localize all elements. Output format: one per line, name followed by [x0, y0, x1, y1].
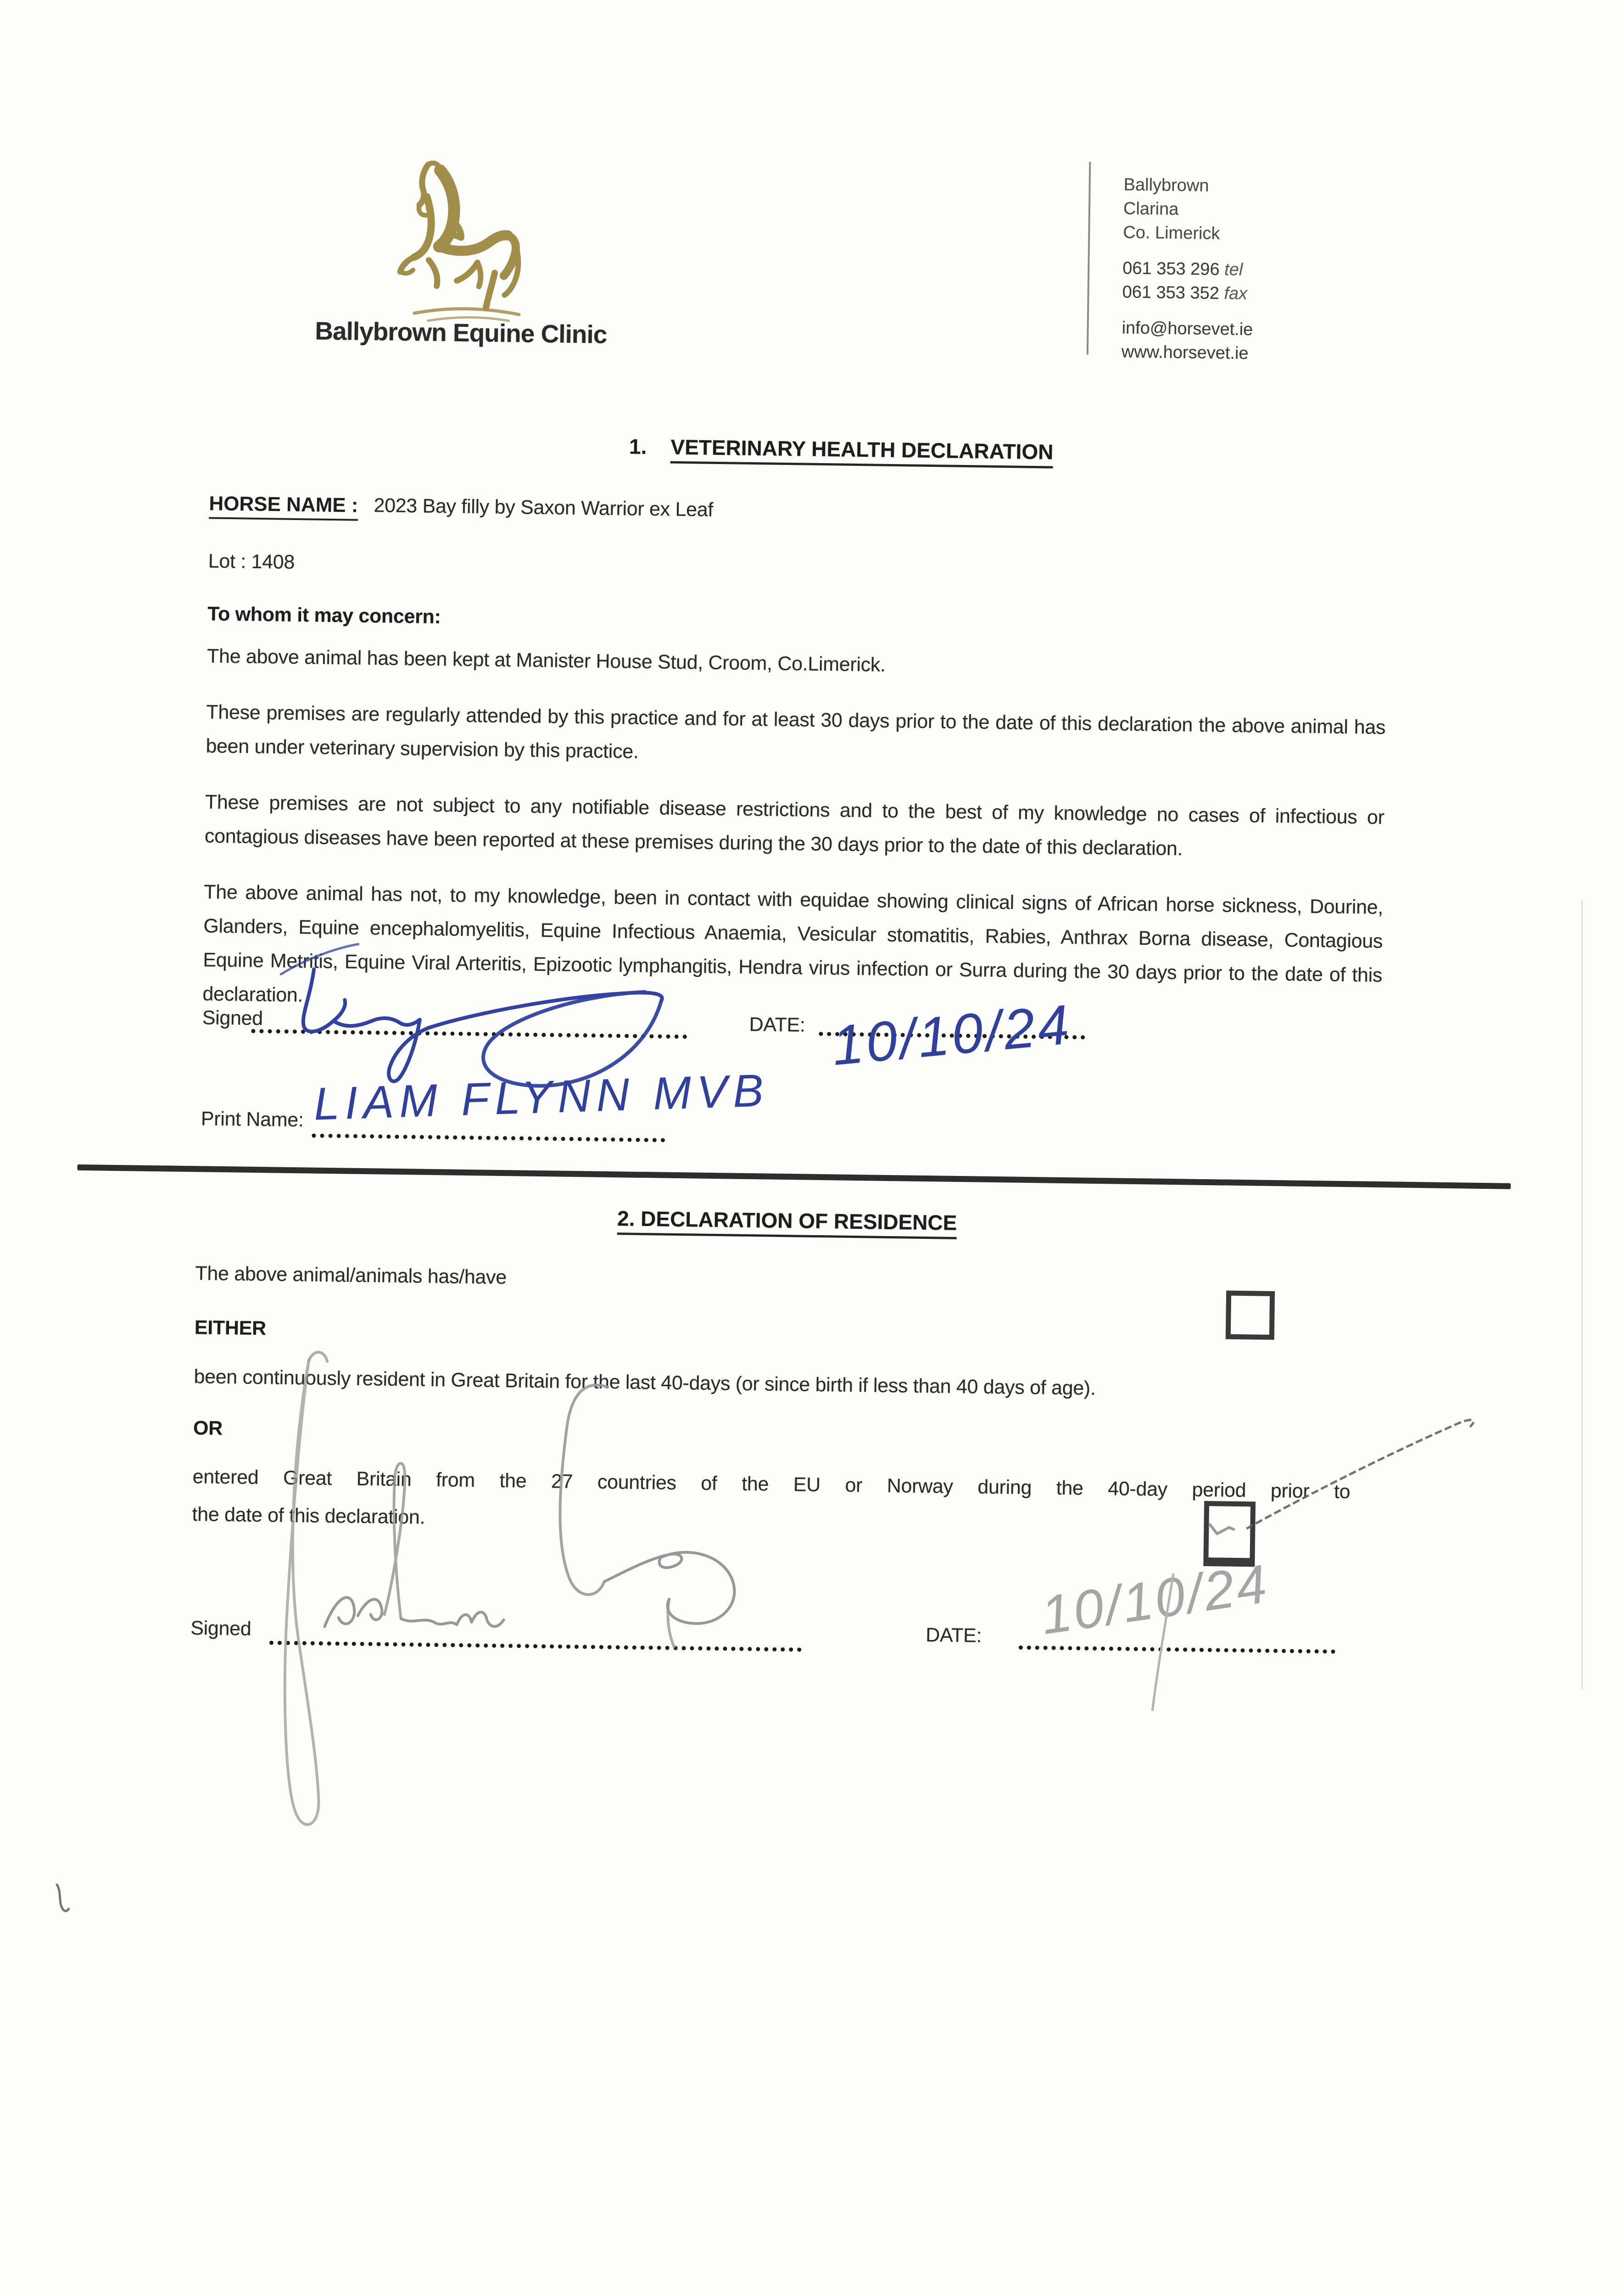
stray-pen-mark [56, 1884, 69, 1911]
owner-date-handwriting: 10/10/24 [1037, 1553, 1273, 1646]
or-label: OR [193, 1417, 223, 1440]
horse-name-row [209, 492, 713, 525]
clinic-address [1123, 173, 1255, 246]
either-label: EITHER [194, 1316, 267, 1340]
declaration-paragraph: The above animal has been kept at Manister House Stud, Croom, Co.Limerick. [206, 645, 886, 676]
declaration-paragraph: The above animal has not, to my knowledge, been in contact with equidae showing clinical signs of African horse sickness, Dourine, Glanders, Equine encephalomyelitis, Equine Infectious Anaemia, Vesicular stomatitis, Rabies, Anthrax Borna disease, Contagious Equine Metritis, Equine Viral Arteritis, Epizootic lymphangitis, Hendra virus infection or Surra during the 30 days prior to the date of this declaration. [202, 881, 1384, 1007]
residence-option2-line1: entered Great Britain from the 27 countries of the EU or Norway during the 40-day period prior to [192, 1466, 1351, 1503]
vet-date-handwriting: 10/10/24 [829, 993, 1074, 1077]
horse-name-label: HORSE NAME : [209, 492, 358, 521]
owner-signature-ink [283, 1352, 737, 1830]
scanner-edge-artifact [1581, 900, 1583, 1689]
residence-option2-line2: the date of this declaration. [192, 1503, 425, 1528]
section1-heading [629, 434, 1054, 468]
fax-line: 061 353 352 fax [1122, 282, 1248, 304]
section2-title: 2. DECLARATION OF RESIDENCE [617, 1206, 957, 1239]
residence-option1: been continuously resident in Great Britain for the last 40-days (or since birth if less than 40 days of age). [194, 1366, 1096, 1399]
website: www.horsevet.ie [1121, 342, 1249, 364]
print-name-line[interactable] [312, 1134, 665, 1142]
vet-date-line[interactable] [819, 1032, 1085, 1040]
declaration-paragraph: These premises are regularly attended by this practice and for at least 30 days prior to the date of this declaration the above animal has been under veterinary supervision by this practice. [206, 701, 1386, 763]
lot-number: Lot : 1408 [208, 550, 295, 573]
horse-name-value: 2023 Bay filly by Saxon Warrior ex Leaf [374, 494, 714, 521]
clinic-name: Ballybrown Equine Clinic [314, 316, 607, 349]
section1-number: 1. [629, 434, 647, 459]
print-name-handwriting: LIAM FLYNN MVB [313, 1064, 770, 1130]
print-name-label: Print Name: [201, 1108, 304, 1131]
vet-signed-label: Signed [202, 1007, 263, 1030]
header-divider-rule [1087, 162, 1091, 355]
owner-signature-line[interactable] [269, 1640, 802, 1651]
address-line: Clarina [1123, 199, 1179, 219]
declaration-paragraphs [202, 639, 1386, 1026]
salutation: To whom it may concern: [207, 603, 441, 628]
declaration-paragraph: These premises are not subject to any notifiable disease restrictions and to the best of my knowledge no cases of infectious or contagious diseases have been reported at these premises during the 30 days prior to the date of this declaration. [204, 791, 1385, 860]
address-line: Ballybrown [1123, 175, 1209, 196]
residence-option2 [192, 1460, 1351, 1546]
residence-option1-checkbox[interactable] [1226, 1291, 1275, 1340]
address-line: Co. Limerick [1123, 223, 1220, 244]
residence-option2-checkbox[interactable] [1203, 1501, 1256, 1567]
clinic-phones [1122, 256, 1254, 306]
section1-title: VETERINARY HEALTH DECLARATION [670, 435, 1054, 469]
section-divider [77, 1164, 1511, 1189]
tel-line: 061 353 296 tel [1122, 258, 1243, 280]
vet-date-label: DATE: [749, 1013, 805, 1036]
owner-date-label: DATE: [925, 1624, 982, 1647]
horse-logo-icon [396, 151, 581, 337]
vet-signature-line[interactable] [251, 1029, 687, 1039]
clinic-contact-block [1121, 173, 1255, 378]
owner-signed-label: Signed [190, 1617, 251, 1640]
section2-heading [617, 1206, 957, 1239]
clinic-web [1122, 316, 1253, 365]
residence-intro: The above animal/animals has/have [195, 1262, 507, 1289]
owner-date-descender-stroke [1152, 1573, 1173, 1712]
owner-date-line[interactable] [1019, 1646, 1335, 1654]
email: info@horsevet.ie [1122, 318, 1253, 340]
